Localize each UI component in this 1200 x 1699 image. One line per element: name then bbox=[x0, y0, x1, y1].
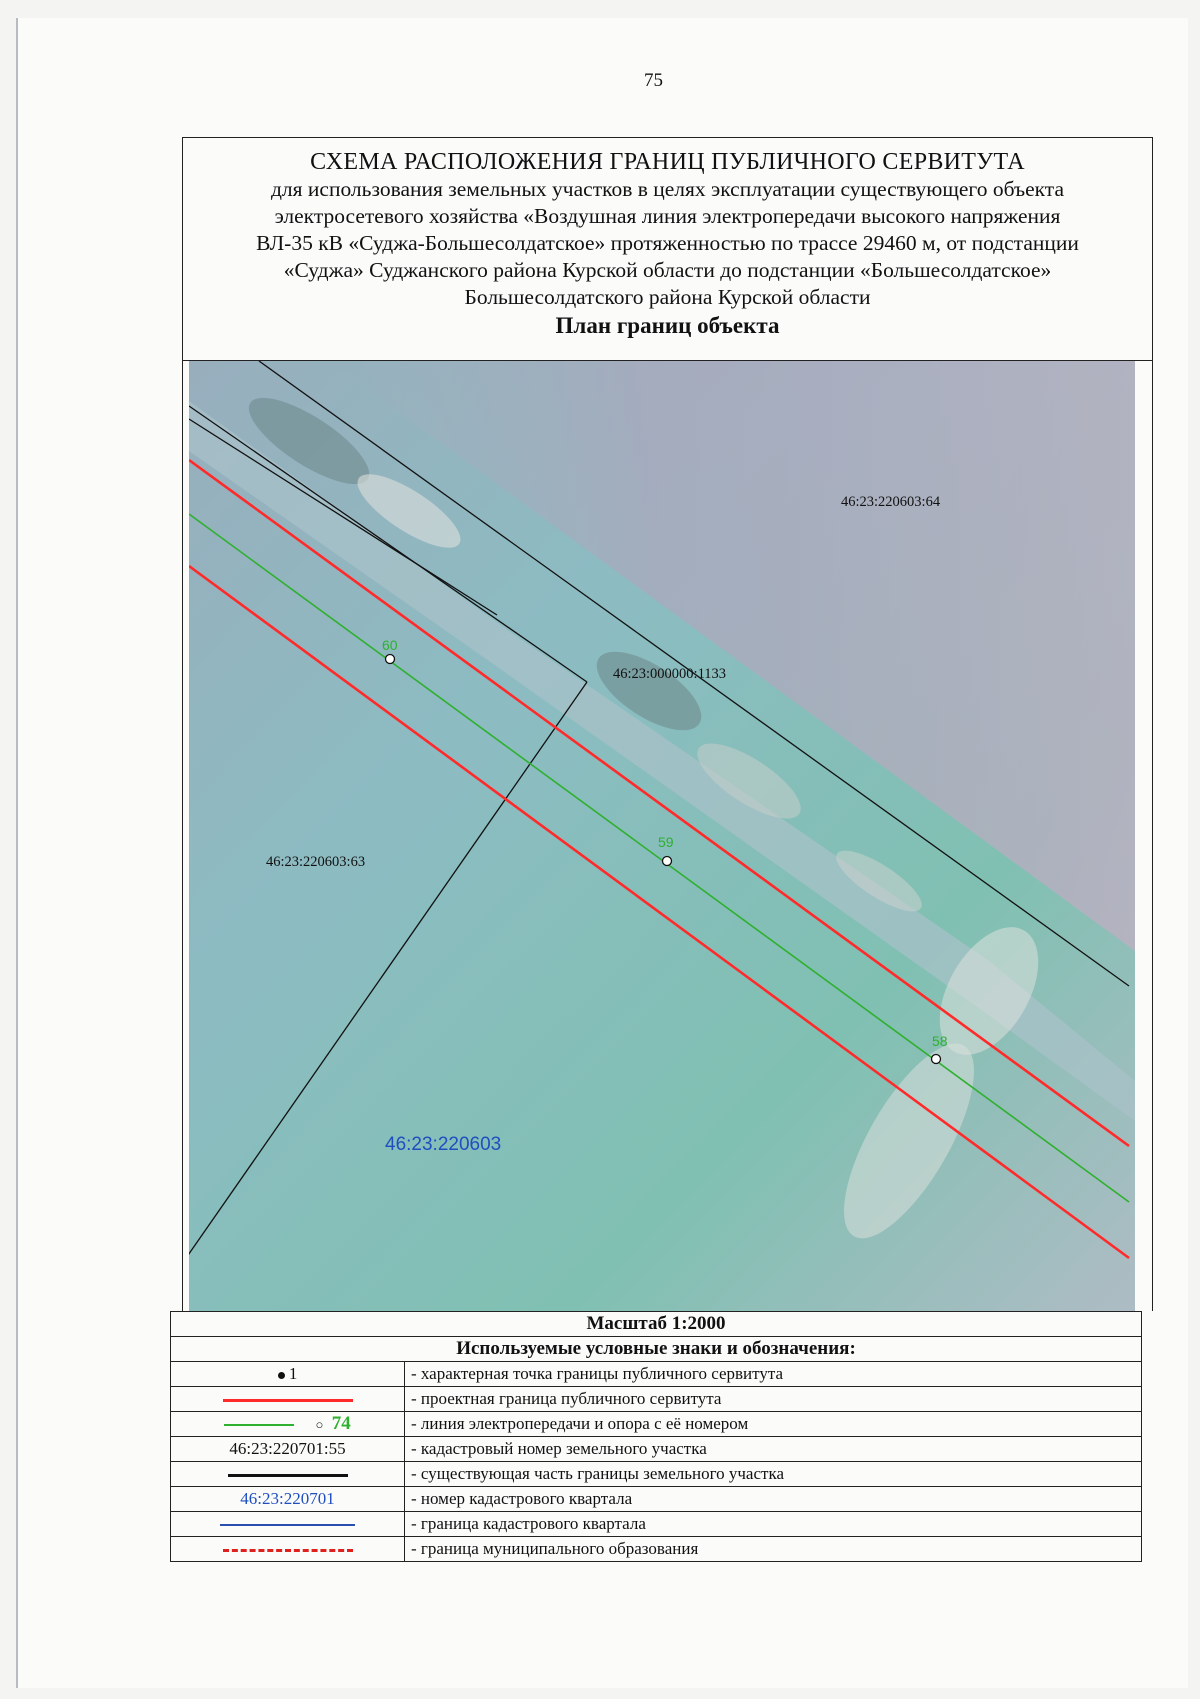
plan-subtitle: План границ объекта bbox=[555, 313, 780, 338]
legend-row bbox=[171, 1387, 1142, 1412]
parcel-label-63: 46:23:220603:63 bbox=[266, 854, 366, 870]
title-line-4: «Суджа» Суджанского района Курской области до подстанции «Большесолдатское» bbox=[283, 258, 1052, 282]
legend-text: - существующая часть границы земельного участка bbox=[405, 1462, 1142, 1487]
legend-row bbox=[171, 1462, 1142, 1487]
quarter-label: 46:23:220603 bbox=[385, 1134, 502, 1155]
pole-example-number: 74 bbox=[331, 1413, 351, 1434]
legend-text: - проектная граница публичного сервитута bbox=[405, 1387, 1142, 1412]
pole-59-number: 59 bbox=[658, 834, 674, 850]
pole-60-number: 60 bbox=[382, 637, 398, 653]
document-title: СХЕМА РАСПОЛОЖЕНИЯ ГРАНИЦ ПУБЛИЧНОГО СЕРВИТУТА bbox=[310, 149, 1025, 175]
legend-row bbox=[171, 1512, 1142, 1537]
page-number: 75 bbox=[644, 70, 663, 91]
pole-58-number: 58 bbox=[932, 1033, 948, 1049]
title-block bbox=[182, 137, 1153, 361]
boundary-point-icon bbox=[278, 1372, 285, 1379]
legend-symbol-quarter-number: 46:23:220701 bbox=[171, 1487, 405, 1512]
legend-heading: Используемые условные знаки и обозначения: bbox=[171, 1337, 1142, 1362]
legend-symbol-parcel-border bbox=[171, 1462, 405, 1487]
title-line-1: для использования земельных участков в целях эксплуатации существующего объекта bbox=[270, 177, 1065, 201]
title-line-2: электросетевого хозяйства «Воздушная линия электропередачи высокого напряжения bbox=[274, 204, 1061, 228]
legend-row bbox=[171, 1412, 1142, 1437]
pole-circle-icon: ○ bbox=[315, 1417, 324, 1432]
dash-dot-line-icon bbox=[223, 1549, 353, 1552]
blue-line-icon bbox=[220, 1524, 355, 1526]
legend-text: - граница муниципального образования bbox=[405, 1537, 1142, 1562]
legend-symbol-quarter-border bbox=[171, 1512, 405, 1537]
point-example-number: 1 bbox=[288, 1364, 298, 1383]
legend-symbol-servitude bbox=[171, 1387, 405, 1412]
legend-row bbox=[171, 1437, 1142, 1462]
legend-text: - номер кадастрового квартала bbox=[405, 1487, 1142, 1512]
legend-text: - граница кадастрового квартала bbox=[405, 1512, 1142, 1537]
legend-table bbox=[170, 1311, 1142, 1562]
legend-row bbox=[171, 1537, 1142, 1562]
title-line-5: Большесолдатского района Курской области bbox=[464, 285, 871, 309]
legend-symbol-point bbox=[171, 1362, 405, 1387]
black-line-icon bbox=[228, 1474, 348, 1477]
legend-text: - характерная точка границы публичного сервитута bbox=[405, 1362, 1142, 1387]
legend-row bbox=[171, 1487, 1142, 1512]
green-line-icon bbox=[224, 1424, 294, 1426]
red-line-icon bbox=[223, 1399, 353, 1402]
parcel-label-64: 46:23:220603:64 bbox=[841, 494, 941, 510]
title-line-3: ВЛ-35 кВ «Суджа-Большесолдатское» протяженностью по трассе 29460 м, от подстанции bbox=[256, 231, 1079, 255]
legend-text: - линия электропередачи и опора с её номером bbox=[405, 1412, 1142, 1437]
legend-row bbox=[171, 1362, 1142, 1387]
legend-symbol-power-line bbox=[171, 1412, 405, 1437]
legend-symbol-municipal-border bbox=[171, 1537, 405, 1562]
boundary-map bbox=[189, 361, 1135, 1311]
legend-symbol-parcel-number: 46:23:220701:55 bbox=[171, 1437, 405, 1462]
map-scale: Масштаб 1:2000 bbox=[171, 1312, 1142, 1337]
parcel-label-1133: 46:23:000000:1133 bbox=[613, 666, 727, 682]
legend-text: - кадастровый номер земельного участка bbox=[405, 1437, 1142, 1462]
